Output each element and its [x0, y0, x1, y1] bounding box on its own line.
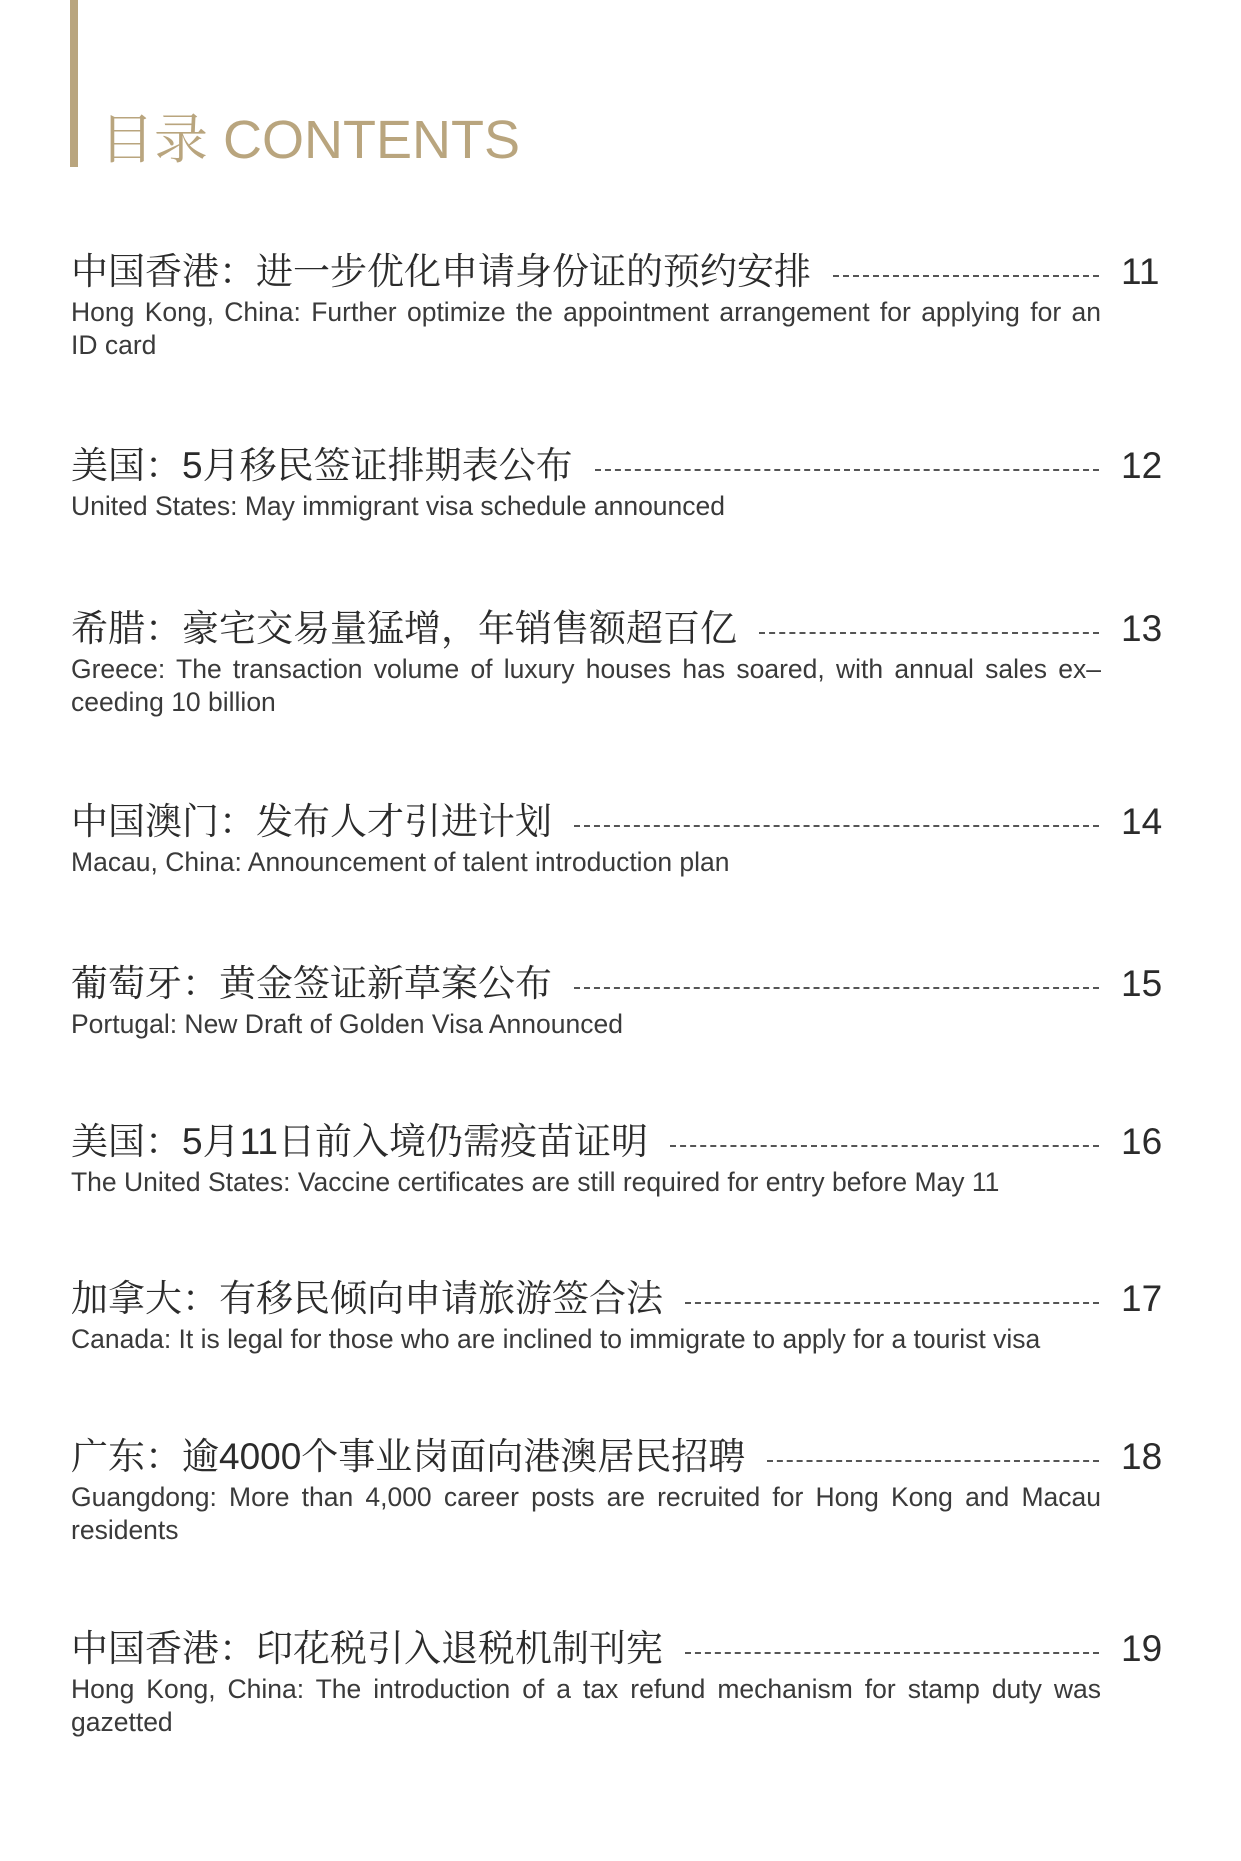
entry-page-number: 18	[1121, 1436, 1163, 1477]
entry-title-zh: 中国澳门：发布人才引进计划	[71, 801, 552, 842]
entry-title-zh: 加拿大：有移民倾向申请旅游签合法	[71, 1278, 663, 1319]
dot-leader	[595, 469, 1099, 471]
entry-title-zh: 美国：5月11日前入境仍需疫苗证明	[71, 1121, 648, 1162]
entry-page-number: 16	[1121, 1121, 1163, 1162]
toc-entry[interactable]	[71, 798, 1171, 879]
entry-title-zh: 希腊：豪宅交易量猛增，年销售额超百亿	[71, 608, 737, 649]
entry-title-en: Guangdong: More than 4,000 career posts are recruited for Hong Kong and Macau residents	[71, 1482, 1101, 1545]
entry-page-number: 11	[1121, 251, 1160, 292]
entry-title-en: Canada: It is legal for those who are inclined to immigrate to apply for a tourist visa	[71, 1324, 1041, 1354]
toc-entry[interactable]	[71, 1118, 1171, 1199]
entry-title-en: Portugal: New Draft of Golden Visa Announced	[71, 1009, 623, 1039]
page-title: 目录 CONTENTS	[100, 110, 521, 170]
entry-row	[71, 1275, 1171, 1323]
entry-title-en: Hong Kong, China: The introduction of a tax refund mechanism for stamp duty was gazetted	[71, 1674, 1101, 1737]
entry-row	[71, 1625, 1171, 1673]
dot-leader	[685, 1652, 1099, 1654]
dot-leader	[833, 275, 1099, 277]
entry-title-en: Macau, China: Announcement of talent introduction plan	[71, 847, 730, 877]
toc-entry[interactable]	[71, 1433, 1171, 1547]
entry-title-zh: 广东：逾4000个事业岗面向港澳居民招聘	[71, 1436, 746, 1477]
toc-entry[interactable]	[71, 248, 1171, 362]
toc-entry[interactable]	[71, 442, 1171, 523]
entry-title-en: Greece: The transaction volume of luxury houses has soared, with annual sales ex–ceeding 10 billion	[71, 654, 1101, 717]
entry-title-en: United States: May immigrant visa schedule announced	[71, 491, 726, 521]
dot-leader	[759, 632, 1099, 634]
entry-title-zh: 葡萄牙：黄金签证新草案公布	[71, 963, 552, 1004]
dot-leader	[670, 1145, 1099, 1147]
entry-page-number: 15	[1121, 963, 1163, 1004]
toc-entry[interactable]	[71, 1625, 1171, 1739]
entry-page-number: 17	[1121, 1278, 1163, 1319]
entry-title-zh: 中国香港：印花税引入退税机制刊宪	[71, 1628, 663, 1669]
toc-entry[interactable]	[71, 960, 1171, 1041]
entry-row	[71, 248, 1171, 296]
entry-page-number: 19	[1121, 1628, 1163, 1669]
entry-page-number: 12	[1121, 445, 1163, 486]
dot-leader	[574, 825, 1099, 827]
entry-page-number: 13	[1121, 608, 1163, 649]
entry-title-en: The United States: Vaccine certificates are still required for entry before May 11	[71, 1167, 1000, 1197]
entry-row	[71, 1118, 1171, 1166]
entry-row	[71, 1433, 1171, 1481]
dot-leader	[685, 1302, 1099, 1304]
entry-title-en: Hong Kong, China: Further optimize the appointment arrangement for applying for an ID card	[71, 297, 1101, 360]
entry-title-zh: 美国：5月移民签证排期表公布	[71, 445, 573, 486]
entry-row	[71, 442, 1171, 490]
dot-leader	[574, 987, 1099, 989]
toc-entry[interactable]	[71, 1275, 1171, 1356]
entry-row	[71, 960, 1171, 1008]
entry-page-number: 14	[1121, 801, 1163, 842]
entry-row	[71, 798, 1171, 846]
toc-entry[interactable]	[71, 605, 1171, 719]
dot-leader	[767, 1460, 1099, 1462]
table-of-contents	[71, 0, 1171, 1861]
entry-row	[71, 605, 1171, 653]
entry-title-zh: 中国香港：进一步优化申请身份证的预约安排	[71, 251, 811, 292]
